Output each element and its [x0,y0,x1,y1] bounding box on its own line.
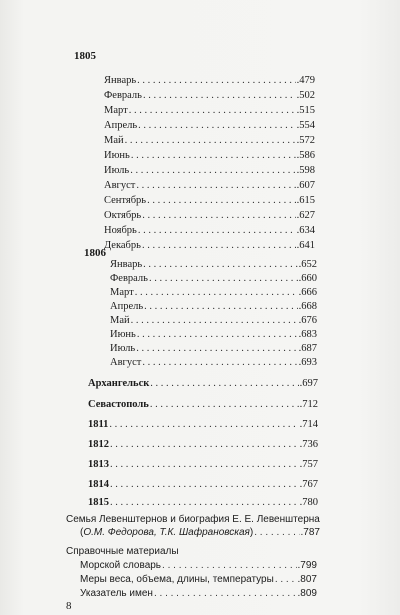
entry-page: .736 [299,439,318,450]
toc-entry-sevastopol [88,398,318,411]
year-heading-1805: 1805 [74,50,96,62]
toc-entry-1814 [88,478,318,491]
toc-entry [104,134,315,147]
entry-page: .697 [299,378,318,389]
entry-label: Май [110,315,130,326]
toc-entry [110,314,317,327]
family-entry-line2 [80,526,320,539]
entry-page: .767 [299,479,318,490]
entry-page: .757 [299,459,318,470]
year-heading-1806: 1806 [84,247,106,259]
entry-page: .598 [296,165,315,176]
entry-label: Февраль [110,273,148,284]
toc-entry-1813 [88,458,318,471]
entry-label: 1814 [88,479,109,490]
entry-label: Июль [110,343,136,354]
entry-label: Август [104,180,136,191]
toc-entry [104,239,315,252]
toc-entry [110,328,317,341]
entry-page: .586 [296,150,315,161]
entry-page: .683 [298,329,317,340]
toc-entry [80,587,317,600]
entry-page: .572 [296,135,315,146]
entry-label: Май [104,135,124,146]
page-number: 8 [66,600,72,612]
entry-page: .807 [297,574,317,585]
entry-page: .666 [298,287,317,298]
entry-page: .809 [297,588,317,599]
toc-entry [110,272,317,285]
reference-heading: Справочные материалы [66,546,179,557]
entry-label: Август [110,357,142,368]
toc-entry [110,356,317,369]
entry-page: .641 [296,240,315,251]
entry-page: .693 [298,357,317,368]
toc-entry [80,573,317,586]
entry-label: Декабрь [104,240,141,251]
toc-entry [110,258,317,271]
toc-entry [110,342,317,355]
toc-entry-1812 [88,438,318,451]
toc-entry-1815 [88,496,318,509]
toc-entry [104,89,315,102]
entry-label: Архангельск [88,378,150,389]
entry-label: Апрель [104,120,138,131]
entry-page: .780 [299,497,318,508]
entry-label: Июнь [110,329,136,340]
entry-page: .627 [296,210,315,221]
entry-page: .634 [296,225,315,236]
entry-page: .554 [296,120,315,131]
entry-label: 1813 [88,459,109,470]
entry-label: Октябрь [104,210,142,221]
entry-page: .660 [298,273,317,284]
family-authors: (О.М. Федорова, Т.К. Шафрановская) [80,527,254,538]
toc-entry-1811 [88,418,318,431]
entry-label: Указатель имен [80,588,153,599]
entry-page: .607 [296,180,315,191]
entry-label: Меры веса, объема, длины, температуры [80,574,274,585]
entry-label: Январь [110,259,143,270]
entry-label: Июнь [104,150,130,161]
toc-entry [104,179,315,192]
toc-entry [104,149,315,162]
family-entry-line1: Семья Левенштернов и биография Е. Е. Левенштерна [66,514,320,525]
toc-entry [104,164,315,177]
entry-page: .615 [296,195,315,206]
entry-label: 1812 [88,439,109,450]
entry-label: Июль [104,165,130,176]
toc-entry [110,300,317,313]
entry-label: Апрель [110,301,144,312]
entry-label: Севастополь [88,399,149,410]
toc-entry [104,74,315,87]
toc-entry [110,286,317,299]
entry-page: .668 [298,301,317,312]
entry-page: .714 [299,419,318,430]
entry-page: .676 [298,315,317,326]
entry-label: Март [104,105,128,116]
toc-entry-arkhangelsk [88,377,318,390]
entry-label: 1815 [88,497,109,508]
toc-entry [104,104,315,117]
entry-page: .502 [296,90,315,101]
toc-entry [104,119,315,132]
entry-page: .787 [300,527,320,538]
entry-label: Февраль [104,90,142,101]
entry-page: .652 [298,259,317,270]
entry-label: Март [110,287,134,298]
entry-label: Ноябрь [104,225,137,236]
toc-entry [104,224,315,237]
entry-label: Морской словарь [80,560,162,571]
entry-page: .687 [298,343,317,354]
entry-page: .479 [296,75,315,86]
entry-label: Сентябрь [104,195,147,206]
entry-page: .515 [296,105,315,116]
toc-entry [104,194,315,207]
entry-label: 1811 [88,419,109,430]
entry-page: .712 [299,399,318,410]
toc-entry [80,559,317,572]
toc-entry [104,209,315,222]
entry-label: Январь [104,75,137,86]
entry-page: .799 [297,560,317,571]
